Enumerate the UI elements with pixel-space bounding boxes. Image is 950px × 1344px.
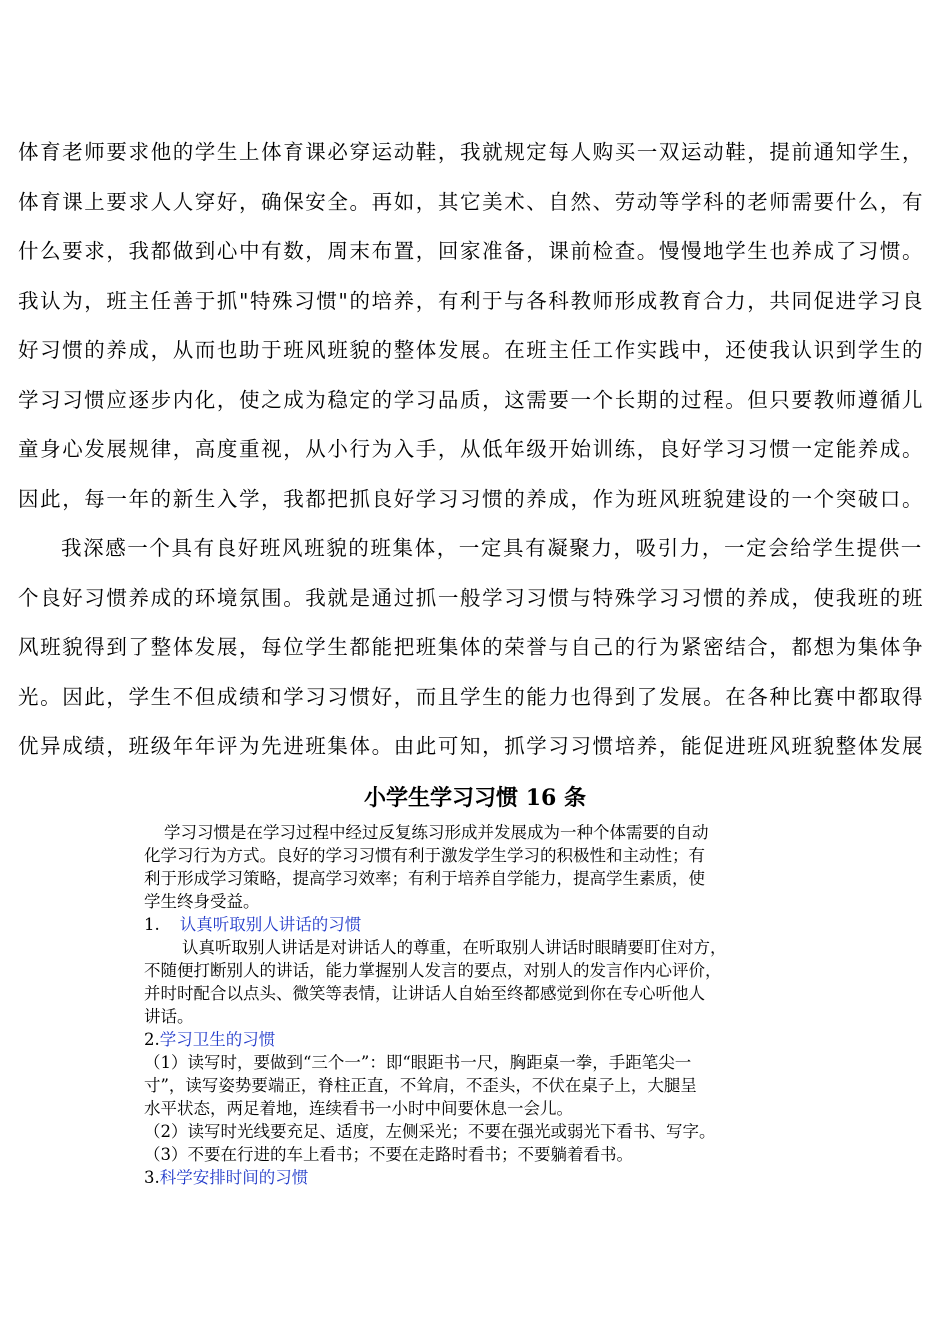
- text-line: 因此，每一年的新生入学，我都把抓良好学习习惯的养成，作为班风班貌建设的一个突破口。: [18, 486, 925, 511]
- text-line: 什么要求，我都做到心中有数，周末布置，回家准备，课前检查。慢慢地学生也养成了习惯。: [18, 239, 925, 263]
- text-line: 体育课上要求人人穿好，确保安全。再如，其它美术、自然、劳动等学科的老师需要什么，有: [18, 189, 925, 214]
- intro-line: 学生终身受益。: [144, 892, 260, 911]
- text-line: 光。因此，学生不但成绩和学习习惯好，而且学生的能力也得到了发展。在各种比赛中都取得: [18, 684, 925, 709]
- item-heading-text: 认真听取别人讲话的习惯: [179, 915, 362, 934]
- body-line: 水平状态，两足着地，连续看书一小时中间要休息一会儿。: [144, 1099, 573, 1118]
- item-heading-3: [144, 1166, 809, 1189]
- text-line: 童身心发展规律，高度重视，从小行为入手，从低年级开始训练，良好学习习惯一定能养成。: [18, 437, 925, 461]
- habits-section: [144, 821, 809, 1189]
- item-heading-1: [144, 913, 809, 936]
- body-line: 寸”，读写姿势要端正，脊柱正直，不耸肩，不歪头，不伏在桌子上，大腿呈: [144, 1076, 697, 1095]
- text-line: 优异成绩，班级年年评为先进班集体。由此可知，抓学习习惯培养，能促进班风班貌整体发展: [18, 734, 925, 758]
- item-heading-text: 科学安排时间的习惯: [159, 1168, 309, 1187]
- section-title: 小学生学习习惯 16 条: [364, 785, 586, 811]
- body-line: （3）不要在行进的车上看书；不要在走路时看书；不要躺着看书。: [144, 1145, 633, 1164]
- item-number: 2.: [144, 1030, 160, 1049]
- body-line: 讲话。: [144, 1007, 194, 1026]
- body-line: 认真听取别人讲话是对讲话人的尊重，在听取别人讲话时眼睛要盯住对方，: [182, 938, 727, 957]
- intro-line: 利于形成学习策略，提高学习效率；有利于培养自学能力，提高学生素质，使: [144, 869, 705, 888]
- item-number: 3.: [144, 1168, 160, 1187]
- text-line: 体育老师要求他的学生上体育课必穿运动鞋，我就规定每人购买一双运动鞋，提前通知学生，: [18, 140, 925, 164]
- text-line: 好习惯的养成，从而也助于班风班貌的整体发展。在班主任工作实践中，还使我认识到学生的: [18, 338, 925, 362]
- text-line: 风班貌得到了整体发展，每位学生都能把班集体的荣誉与自己的行为紧密结合，都想为集体争: [18, 635, 925, 659]
- body-line: 并时时配合以点头、微笑等表情，让讲话人自始至终都感觉到你在专心听他人: [144, 984, 705, 1003]
- intro-line: 化学习行为方式。良好的学习习惯有利于激发学生学习的积极性和主动性；有: [144, 846, 705, 865]
- text-line: 个良好习惯养成的环境氛围。我就是通过抓一般学习习惯与特殊学习习惯的养成，使我班的班: [18, 585, 925, 610]
- body-line: （2）读写时光线要充足、适度，左侧采光；不要在强光或弱光下看书、写字。: [144, 1122, 716, 1141]
- text-line: 我深感一个具有良好班风班貌的班集体，一定具有凝聚力，吸引力，一定会给学生提供一: [61, 536, 923, 560]
- item-heading-2: [144, 1028, 809, 1051]
- upper-paragraphs: [18, 128, 934, 772]
- body-line: （1）读写时，要做到“三个一”：即“眼距书一尺，胸距桌一拳，手距笔尖一: [144, 1053, 692, 1072]
- text-line: 学习习惯应逐步内化，使之成为稳定的学习品质，这需要一个长期的过程。但只要教师遵循儿: [18, 387, 925, 412]
- intro-line: 学习习惯是在学习过程中经过反复练习形成并发展成为一种个体需要的自动: [164, 823, 709, 842]
- text-line: 我认为，班主任善于抓"特殊习惯"的培养，有利于与各科教师形成教育合力，共同促进学习良: [18, 288, 925, 313]
- body-line: 不随便打断别人的讲话，能力掌握别人发言的要点，对别人的发言作内心评价，: [144, 961, 722, 980]
- item-heading-text: 学习卫生的习惯: [159, 1030, 276, 1049]
- item-number: 1.: [144, 915, 160, 934]
